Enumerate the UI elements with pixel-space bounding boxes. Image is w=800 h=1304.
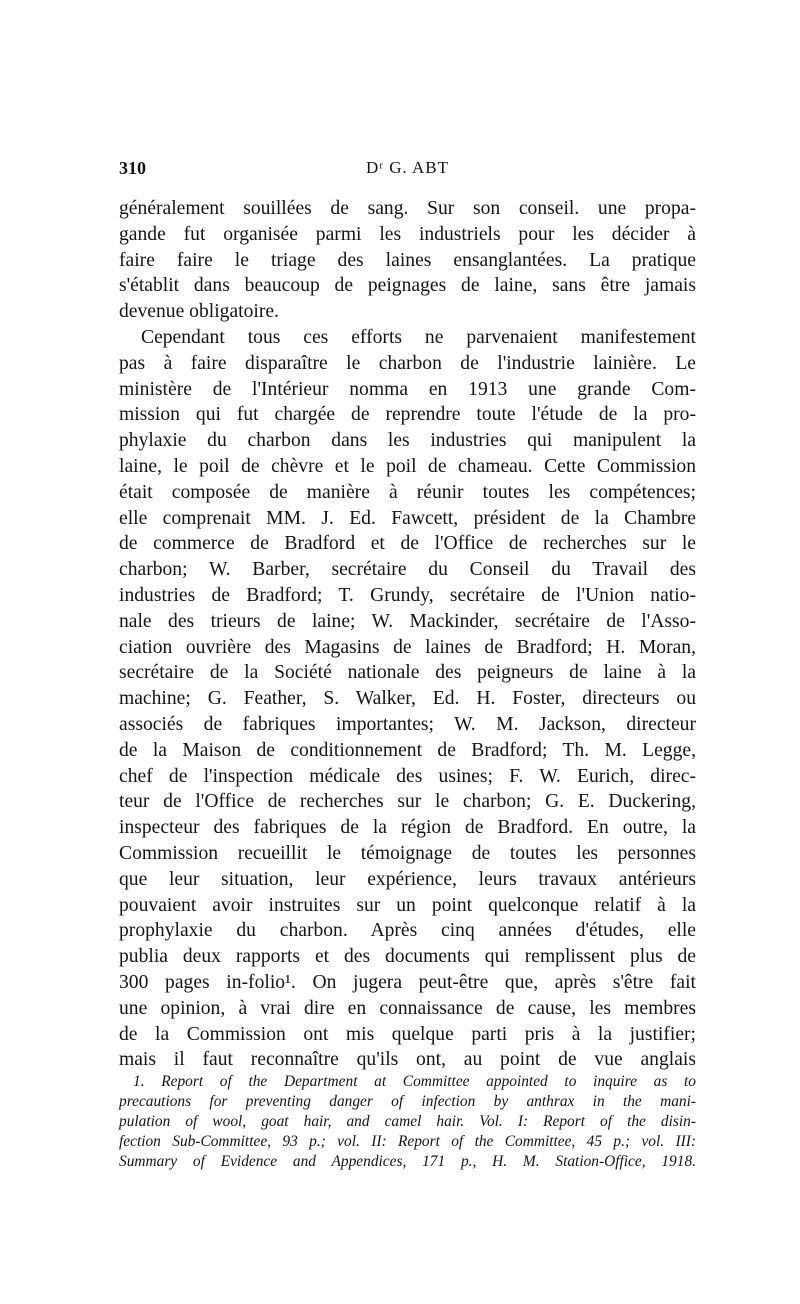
footnote-line: Summary of Evidence and Appendices, 171 p., H. M. Station-Office, 1918.: [119, 1153, 696, 1170]
text-line: mission qui fut chargée de reprendre toute l'étude de la pro-: [119, 404, 696, 426]
text-line: généralement souillées de sang. Sur son conseil. une propa-: [119, 198, 696, 219]
text-line: une opinion, à vrai dire en connaissance de cause, les membres: [119, 997, 696, 1019]
text-line: machine; G. Feather, S. Walker, Ed. H. Foster, directeurs ou: [119, 688, 696, 710]
text-line: gande fut organisée parmi les industriels pour les décider à: [119, 223, 696, 245]
text-line: était composée de manière à réunir toutes les compétences;: [119, 481, 696, 503]
footnote-line: 1. Report of the Department at Committee appointed to inquire as to: [133, 1073, 696, 1090]
text-line: Cependant tous ces efforts ne parvenaient manifestement: [141, 326, 696, 348]
text-line: phylaxie du charbon dans les industries qui manipulent la: [119, 430, 696, 452]
text-line: devenue obligatoire.: [119, 301, 279, 323]
text-line: de la Maison de conditionnement de Bradford; Th. M. Legge,: [119, 739, 696, 761]
text-line: inspecteur des fabriques de la région de Bradford. En outre, la: [119, 817, 696, 839]
text-line: charbon; W. Barber, secrétaire du Conseil du Travail des: [119, 559, 696, 581]
text-line: laine, le poil de chèvre et le poil de chameau. Cette Commission: [119, 455, 696, 477]
page-number: 310: [119, 158, 146, 178]
page-header: [119, 158, 696, 182]
text-line: faire faire le triage des laines ensanglantées. La pratique: [119, 249, 696, 271]
footnote-line: pulation of wool, goat hair, and camel hair. Vol. I: Report of the disin-: [119, 1113, 696, 1130]
footnote-line: fection Sub-Committee, 93 p.; vol. II: Report of the Committee, 45 p.; vol. III:: [119, 1133, 696, 1150]
text-line: de la Commission ont mis quelque parti pris à la justifier;: [119, 1023, 696, 1045]
text-line: Commission recueillit le témoignage de toutes les personnes: [119, 842, 696, 864]
text-line: pas à faire disparaître le charbon de l'industrie lainière. Le: [119, 352, 696, 374]
text-line: industries de Bradford; T. Grundy, secrétaire de l'Union natio-: [119, 584, 696, 606]
text-line: associés de fabriques importantes; W. M. Jackson, directeur: [119, 713, 696, 735]
text-line: ciation ouvrière des Magasins de laines de Bradford; H. Moran,: [119, 636, 696, 658]
text-line: teur de l'Office de recherches sur le charbon; G. E. Duckering,: [119, 791, 696, 813]
text-line: ministère de l'Intérieur nomma en 1913 une grande Com-: [119, 378, 696, 400]
text-line: publia deux rapports et des documents qui remplissent plus de: [119, 946, 696, 968]
text-line: prophylaxie du charbon. Après cinq années d'études, elle: [119, 920, 696, 942]
body-text: [119, 196, 696, 1073]
text-line: s'établit dans beaucoup de peignages de laine, sans être jamais: [119, 275, 696, 297]
text-line: secrétaire de la Société nationale des peigneurs de laine à la: [119, 662, 696, 684]
footnote-line: precautions for preventing danger of infection by anthrax in the mani-: [119, 1093, 696, 1110]
footnote: [119, 1072, 696, 1172]
text-line: pouvaient avoir instruites sur un point quelconque relatif à la: [119, 894, 696, 916]
running-head: Dʳ G. ABT: [365, 158, 450, 177]
text-line: mais il faut reconnaître qu'ils ont, au point de vue anglais: [119, 1049, 696, 1071]
text-line: que leur situation, leur expérience, leurs travaux antérieurs: [119, 868, 696, 890]
text-line: elle comprenait MM. J. Ed. Fawcett, président de la Chambre: [119, 507, 696, 529]
text-line: chef de l'inspection médicale des usines; F. W. Eurich, direc-: [119, 765, 696, 787]
text-line: de commerce de Bradford et de l'Office de recherches sur le: [119, 533, 696, 555]
text-line: 300 pages in-folio¹. On jugera peut-être que, après s'être fait: [119, 971, 696, 993]
text-line: nale des trieurs de laine; W. Mackinder, secrétaire de l'Asso-: [119, 610, 696, 632]
